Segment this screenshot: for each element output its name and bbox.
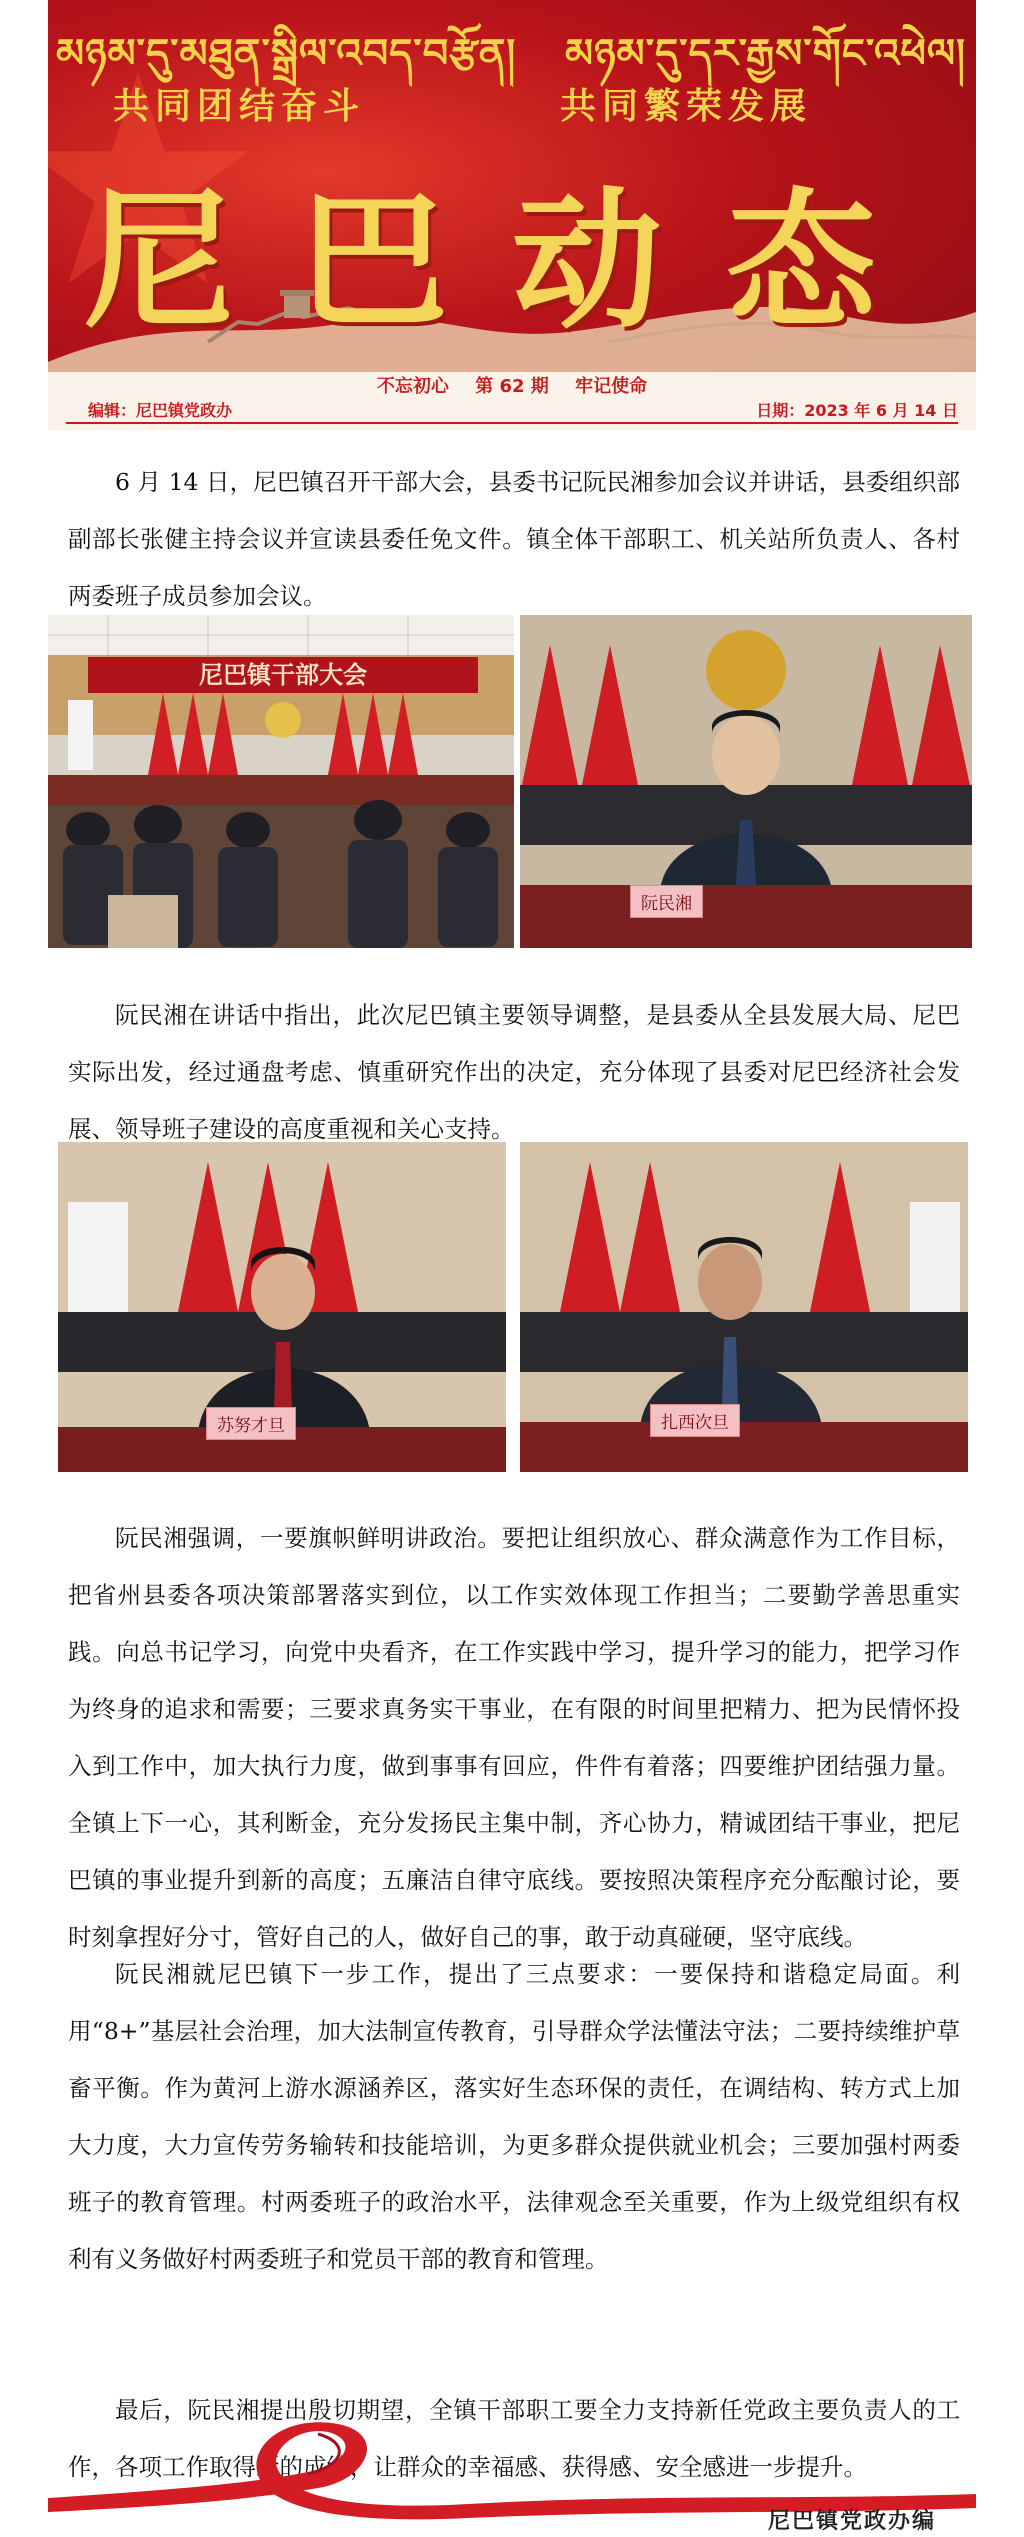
footer-label: 尼巴镇党政办编 (767, 2509, 936, 2534)
motto-left: 不忘初心 (376, 376, 449, 397)
paragraph-1: 6 月 14 日，尼巴镇召开干部大会，县委书记阮民湘参加会议并讲话，县委组织部副部长张健主持会议并宣读县委任免文件。镇全体干部职工、机关站所负责人、各村两委班子成员参加会议。 (68, 467, 960, 610)
issue-line (48, 372, 976, 398)
photo-official-1 (58, 1142, 506, 1472)
photo-speaker (520, 615, 972, 948)
nameplate-official-1: 苏努才旦 (206, 1407, 296, 1440)
nameplate-speaker: 阮民湘 (630, 885, 703, 918)
meeting-banner-text: 尼巴镇干部大会 (199, 661, 367, 689)
masthead-divider (66, 422, 958, 424)
photo-meeting-hall (48, 615, 514, 948)
motto-right: 牢记使命 (575, 376, 648, 397)
tibetan-slogan-left: མཉམ་དུ་མཐུན་སྒྲིལ་འབད་བརྩོན། (56, 30, 517, 77)
paragraph-4: 阮民湘就尼巴镇下一步工作，提出了三点要求：一要保持和谐稳定局面。利用“8+”基层社会治理，加大法制宣传教育，引导群众学法懂法守法；二要持续维护草畜平衡。作为黄河上游水源涵养区，落实好生态环保的责任，在调结构、转方式上加大力度，大力宣传劳务输转和技能培训，为更多群众提供就业机会；三要加强村两委班子的教育管理。村两委班子的政治水平，法律观念至关重要，作为上级党组织有权利有义务做好村两委班子和党员干部的教育和管理。 (68, 1959, 960, 2273)
footer (48, 2420, 976, 2537)
tibetan-slogan-right: མཉམ་དུ་དར་རྒྱས་གོང་འཕེལ། (565, 30, 966, 77)
issue-number: 第 62 期 (475, 376, 549, 397)
paragraph-5: 最后，阮民湘提出殷切期望，全镇干部职工要全力支持新任党政主要负责人的工作，各项工作取得新的成绩，让群众的幸福感、获得感、安全感进一步提升。 (68, 2395, 960, 2481)
photo-official-2 (520, 1142, 968, 1472)
paragraph-2: 阮民湘在讲话中指出，此次尼巴镇主要领导调整，是县委从全县发展大局、尼巴实际出发，经过通盘考虑、慎重研究作出的决定，充分体现了县委对尼巴经济社会发展、领导班子建设的高度重视和关心支持。 (68, 1000, 960, 1143)
editor-label: 编辑：尼巴镇党政办 (88, 401, 233, 420)
newsletter-title: 尼巴动态 (83, 175, 940, 349)
slogan-left: 共同团结奋斗 (113, 86, 366, 127)
slogan-right: 共同繁荣发展 (560, 86, 813, 127)
editor-date-row (88, 398, 958, 420)
masthead (48, 0, 976, 430)
date-label: 日期：2023 年 6 月 14 日 (756, 401, 958, 420)
nameplate-official-2: 扎西次旦 (650, 1404, 740, 1437)
paragraph-3: 阮民湘强调，一要旗帜鲜明讲政治。要把让组织放心、群众满意作为工作目标，把省州县委各项决策部署落实到位，以工作实效体现工作担当；二要勤学善思重实践。向总书记学习，向党中央看齐，在工作实践中学习，提升学习的能力，把学习作为终身的追求和需要；三要求真务实干事业，在有限的时间里把精力、把为民情怀投入到工作中，加大执行力度，做到事事有回应，件件有着落；四要维护团结强力量。全镇上下一心，其利断金，充分发扬民主集中制，齐心协力，精诚团结干事业，把尼巴镇的事业提升到新的高度；五廉洁自律守底线。要按照决策程序充分酝酿讨论，要时刻拿捏好分寸，管好自己的人，做好自己的事，敢于动真碰硬，坚守底线。 (68, 1523, 960, 1951)
